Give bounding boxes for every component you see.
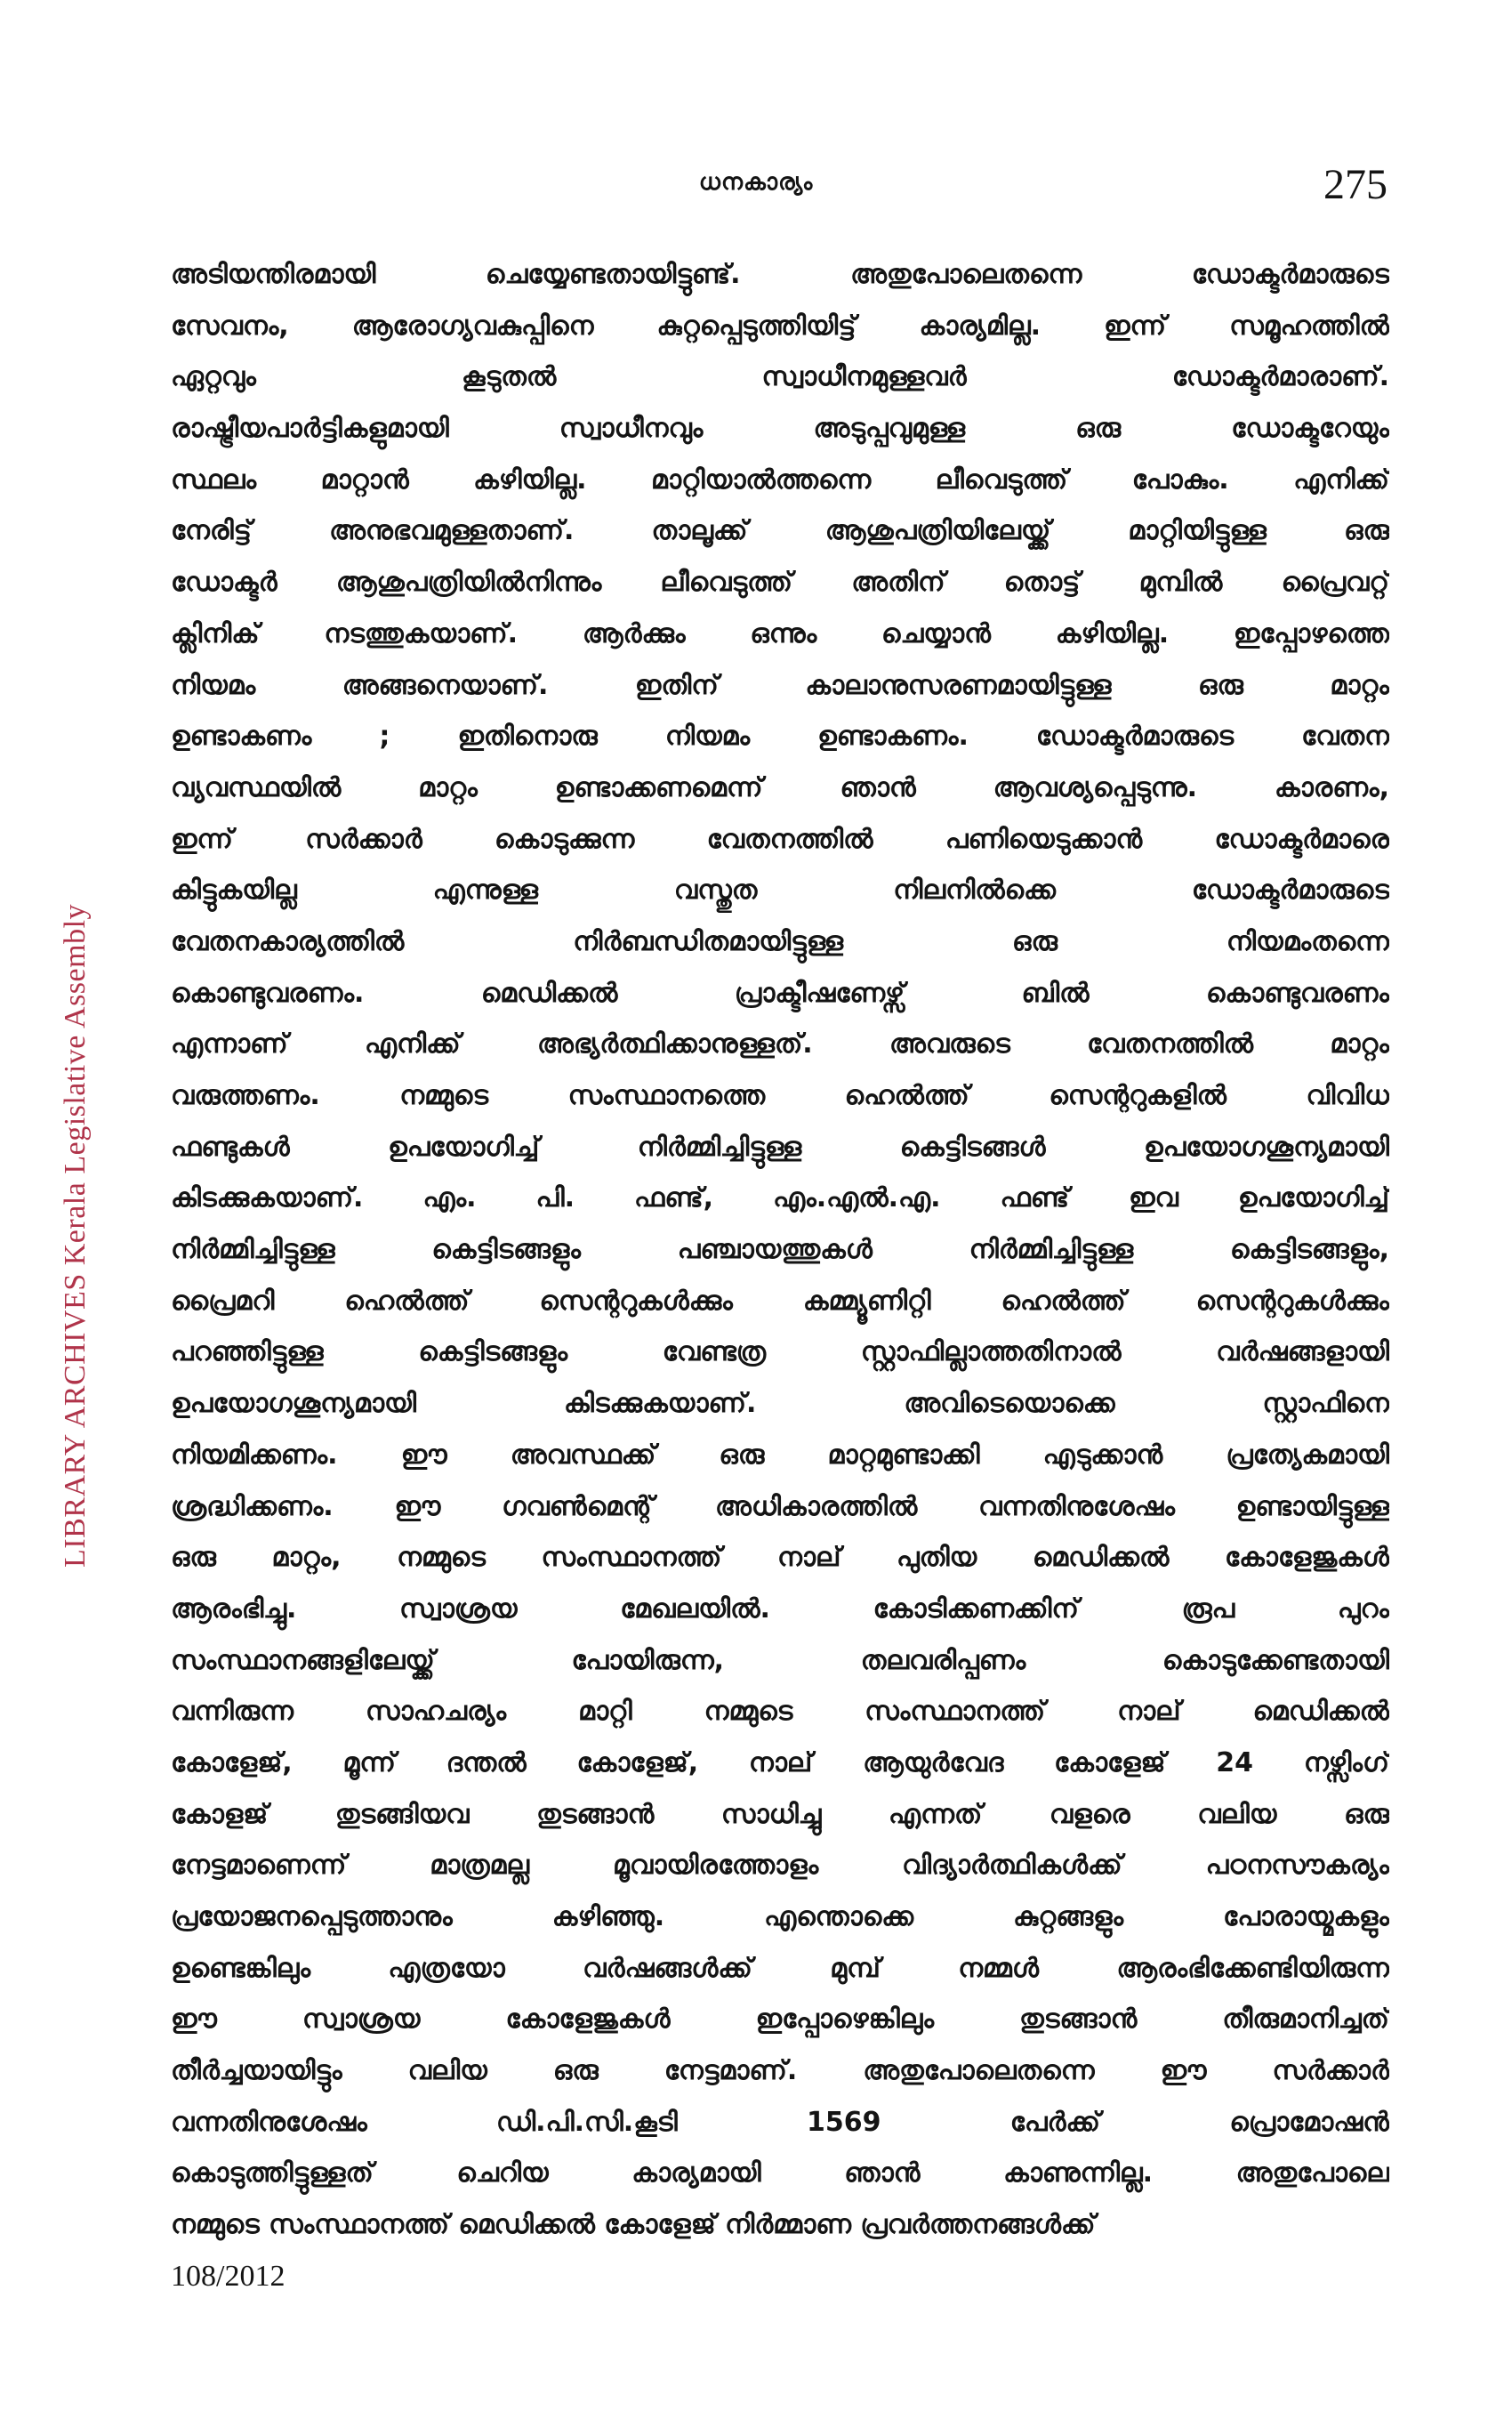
text-line: ശ്രദ്ധിക്കണം. ഈ ഗവൺമെന്റ് അധികാരത്തിൽ വന്നതിനുശേഷം ഉണ്ടായിട്ടുള്ള	[171, 1490, 1389, 1522]
text-line: നേരിട്ട് അനുഭവമുള്ളതാണ്. താലൂക്ക് ആശുപത്രിയിലേയ്ക്ക് മാറ്റിയിട്ടുള്ള ഒരു	[171, 515, 1389, 547]
text-line: ആരംഭിച്ചു. സ്വാശ്രയ മേഖലയിൽ. കോടിക്കണക്കിന് രൂപ പുറം	[171, 1593, 1389, 1625]
text-line: സ്ഥലം മാറ്റാൻ കഴിയില്ല. മാറ്റിയാൽത്തന്നെ ലീവെടുത്ത് പോകും. എനിക്ക്	[171, 464, 1389, 496]
text-line: പ്രൈമറി ഹെൽത്ത് സെന്ററുകൾക്കും കമ്മ്യൂണിറ്റി ഹെൽത്ത് സെന്ററുകൾക്കും	[171, 1285, 1389, 1317]
text-line: ഡോക്ടർ ആശുപത്രിയിൽനിന്നും ലീവെടുത്ത് അതിന് തൊട്ട് മുമ്പിൽ പ്രൈവറ്റ്	[171, 567, 1389, 599]
text-line: കോളേജ്, മൂന്ന് ദന്തൽ കോളേജ്, നാല് ആയുർവേദ കോളേജ് 24 നഴ്സിംഗ്	[171, 1746, 1389, 1778]
page-number: 275	[1323, 161, 1387, 208]
body-text	[171, 249, 1389, 2251]
text-line: വരുത്തണം. നമ്മുടെ സംസ്ഥാനത്തെ ഹെൽത്ത് സെന്ററുകളിൽ വിവിധ	[171, 1080, 1389, 1111]
text-line: കിടക്കുകയാണ്. എം. പി. ഫണ്ട്, എം.എൽ.എ. ഫണ്ട് ഇവ ഉപയോഗിച്ച്	[171, 1182, 1389, 1214]
text-line: വ്യവസ്ഥയിൽ മാറ്റം ഉണ്ടാക്കണമെന്ന് ഞാൻ ആവശ്യപ്പെടുന്നു. കാരണം,	[171, 771, 1389, 803]
library-archives-stamp: LIBRARY ARCHIVES Kerala Legislative Assembly	[59, 903, 92, 1568]
text-line: വന്നിരുന്ന സാഹചര്യം മാറ്റി നമ്മുടെ സംസ്ഥാനത്ത് നാല് മെഡിക്കൽ	[171, 1696, 1389, 1728]
text-line: നേട്ടമാണെന്ന് മാത്രമല്ല മൂവായിരത്തോളം വിദ്യാർത്ഥികൾക്ക് പഠനസൗകര്യം	[171, 1850, 1389, 1882]
text-line: നിയമിക്കണം. ഈ അവസ്ഥക്ക് ഒരു മാറ്റമുണ്ടാക്കി എടുക്കാൻ പ്രത്യേകമായി	[171, 1439, 1389, 1471]
text-line: വന്നതിനുശേഷം ഡി.പി.സി.കൂടി 1569 പേർക്ക് പ്രൊമോഷൻ	[171, 2106, 1389, 2138]
text-line: കോളജ് തുടങ്ങിയവ തുടങ്ങാൻ സാധിച്ചു എന്നത് വളരെ വലിയ ഒരു	[171, 1798, 1389, 1830]
text-line: നമ്മുടെ സംസ്ഥാനത്ത് മെഡിക്കൽ കോളേജ് നിർമ്മാണ പ്രവർത്തനങ്ങൾക്ക്	[171, 2209, 1096, 2241]
text-line: ഉണ്ടെങ്കിലും എത്രയോ വർഷങ്ങൾക്ക് മുമ്പ് നമ്മൾ ആരംഭിക്കേണ്ടിയിരുന്ന	[171, 1952, 1389, 1984]
running-head: ധനകാര്യം	[698, 169, 814, 196]
text-line: ഫണ്ടുകൾ ഉപയോഗിച്ച് നിർമ്മിച്ചിട്ടുള്ള കെട്ടിടങ്ങൾ ഉപയോഗശൂന്യമായി	[171, 1131, 1389, 1163]
text-line: പ്രയോജനപ്പെടുത്താനും കഴിഞ്ഞു. എന്തൊക്കെ കുറ്റങ്ങളും പോരായ്മകളും	[171, 1901, 1389, 1932]
text-line: കൊടുത്തിട്ടുള്ളത് ചെറിയ കാര്യമായി ഞാൻ കാണുന്നില്ല. അതുപോലെ	[171, 2157, 1389, 2189]
text-line: നിയമം അങ്ങനെയാണ്. ഇതിന് കാലാനുസരണമായിട്ടുള്ള ഒരു മാറ്റം	[171, 669, 1389, 701]
text-line: ഉപയോഗശൂന്യമായി കിടക്കുകയാണ്. അവിടെയൊക്കെ സ്റ്റാഫിനെ	[171, 1388, 1389, 1420]
text-line: സേവനം, ആരോഗ്യവകുപ്പിനെ കുറ്റപ്പെടുത്തിയിട്ട് കാര്യമില്ല. ഇന്ന് സമൂഹത്തിൽ	[171, 310, 1389, 342]
text-line: കിട്ടുകയില്ല എന്നുള്ള വസ്തുത നിലനിൽക്കെ ഡോക്ടർമാരുടെ	[171, 875, 1389, 907]
text-line: ഈ സ്വാശ്രയ കോളേജുകൾ ഇപ്പോഴെങ്കിലും തുടങ്ങാൻ തീരുമാനിച്ചത്	[171, 2004, 1389, 2036]
text-line: പറഞ്ഞിട്ടുള്ള കെട്ടിടങ്ങളും വേണ്ടത്ര സ്റ്റാഫില്ലാത്തതിനാൽ വർഷങ്ങളായി	[171, 1336, 1389, 1368]
text-line: രാഷ്ട്രീയപാർട്ടികളുമായി സ്വാധീനവും അടുപ്പവുമുള്ള ഒരു ഡോക്ടറേയും	[171, 413, 1389, 445]
text-line: ഒരു മാറ്റം, നമ്മുടെ സംസ്ഥാനത്ത് നാല് പുതിയ മെഡിക്കൽ കോളേജുകൾ	[171, 1542, 1389, 1574]
text-line: വേതനകാര്യത്തിൽ നിർബന്ധിതമായിട്ടുള്ള ഒരു നിയമംതന്നെ	[171, 925, 1389, 957]
text-line: കൊണ്ടുവരണം. മെഡിക്കൽ പ്രാക്ടീഷണേഴ്സ് ബിൽ കൊണ്ടുവരണം	[171, 977, 1389, 1009]
text-line: ഇന്ന് സർക്കാർ കൊടുക്കുന്ന വേതനത്തിൽ പണിയെടുക്കാൻ ഡോക്ടർമാരെ	[171, 823, 1389, 855]
page-header	[0, 161, 1512, 222]
text-line: ഏറ്റവും കൂടുതൽ സ്വാധീനമുള്ളവർ ഡോക്ടർമാരാണ്.	[171, 361, 1389, 393]
text-line: നിർമ്മിച്ചിട്ടുള്ള കെട്ടിടങ്ങളും പഞ്ചായത്തുകൾ നിർമ്മിച്ചിട്ടുള്ള കെട്ടിടങ്ങളും,	[171, 1234, 1389, 1266]
text-line: അടിയന്തിരമായി ചെയ്യേണ്ടതായിട്ടുണ്ട്. അതുപോലെതന്നെ ഡോക്ടർമാരുടെ	[171, 259, 1389, 290]
text-line: എന്നാണ് എനിക്ക് അഭ്യർത്ഥിക്കാനുള്ളത്. അവരുടെ വേതനത്തിൽ മാറ്റം	[171, 1028, 1389, 1060]
text-line: സംസ്ഥാനങ്ങളിലേയ്ക്ക് പോയിരുന്ന, തലവരിപ്പണം കൊടുക്കേണ്ടതായി	[171, 1644, 1389, 1676]
text-line: ഉണ്ടാകണം ; ഇതിനൊരു നിയമം ഉണ്ടാകണം. ഡോക്ടർമാരുടെ വേതന	[171, 721, 1389, 753]
text-line: തീർച്ചയായിട്ടും വലിയ ഒരു നേട്ടമാണ്. അതുപോലെതന്നെ ഈ സർക്കാർ	[171, 2055, 1389, 2087]
document-code: 108/2012	[171, 2260, 286, 2293]
text-line: ക്ലിനിക് നടത്തുകയാണ്. ആർക്കും ഒന്നും ചെയ്യാൻ കഴിയില്ല. ഇപ്പോഴത്തെ	[171, 617, 1389, 649]
